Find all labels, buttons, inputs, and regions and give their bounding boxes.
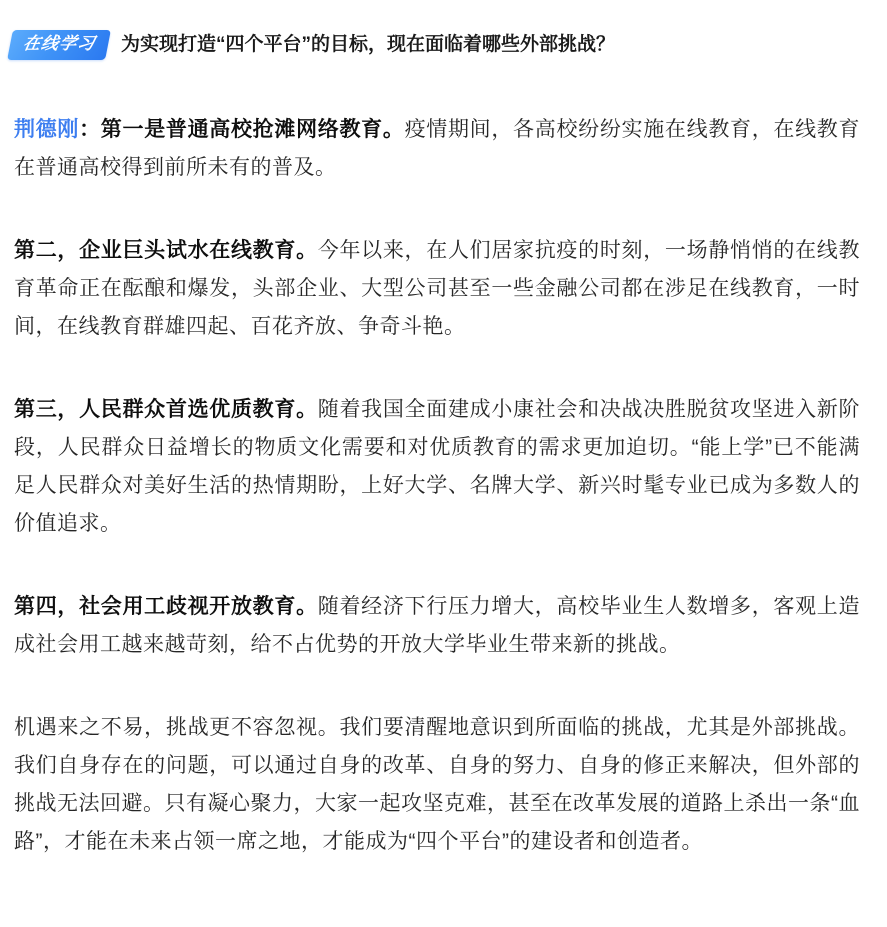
speaker-colon: ：: [79, 118, 101, 141]
paragraph-text: 疫情期间，各高校纷纷实施在线教育，在线教育在普通高校得到前所未有的普及。: [14, 118, 861, 179]
badge-label: 在线学习: [21, 34, 98, 53]
question-title: 为实现打造“四个平台”的目标，现在面临着哪些外部挑战？: [121, 34, 616, 55]
paragraph-fourth-challenge: [14, 588, 860, 664]
speaker-name: 荆德刚: [14, 118, 80, 141]
article-body: [0, 60, 887, 861]
paragraph-conclusion: [14, 709, 860, 861]
paragraph-lead: 第四，社会用工歧视开放教育。: [14, 595, 318, 618]
paragraph-third-challenge: [14, 391, 860, 543]
paragraph-lead: 第二，企业巨头试水在线教育。: [14, 239, 318, 262]
paragraph-text: 今年以来，在人们居家抗疫的时刻，一场静悄悄的在线教育革命正在酝酿和爆发，头部企业、大型公司甚至一些金融公司都在涉足在线教育，一时间，在线教育群雄四起、百花齐放、争奇斗艳。: [14, 239, 861, 338]
paragraph-second-challenge: [14, 232, 860, 346]
paragraph-lead: 第一是普通高校抢滩网络教育。: [100, 118, 405, 141]
paragraph-text: 机遇来之不易，挑战更不容忽视。我们要清醒地意识到所面临的挑战，尤其是外部挑战。我们自身存在的问题，可以通过自身的改革、自身的努力、自身的修正来解决，但外部的挑战无法回避。只有凝心聚力，大家一起攻坚克难，甚至在改革发展的道路上杀出一条“血路”，才能在未来占领一席之地，才能成为“四个平台”的建设者和创造者。: [14, 716, 860, 853]
paragraph-text: 随着经济下行压力增大，高校毕业生人数增多，客观上造成社会用工越来越苛刻，给不占优势的开放大学毕业生带来新的挑战。: [14, 595, 861, 656]
paragraph-first-challenge: [14, 111, 860, 187]
paragraph-lead: 第三，人民群众首选优质教育。: [14, 398, 318, 421]
paragraph-text: 随着我国全面建成小康社会和决战决胜脱贫攻坚进入新阶段，人民群众日益增长的物质文化需要和对优质教育的需求更加迫切。“能上学”已不能满足人民群众对美好生活的热情期盼，上好大学、名牌大学、新兴时髦专业已成为多数人的价值追求。: [14, 398, 861, 535]
question-header: [10, 30, 863, 60]
article-page: [0, 30, 887, 927]
online-learning-badge: [7, 30, 111, 60]
